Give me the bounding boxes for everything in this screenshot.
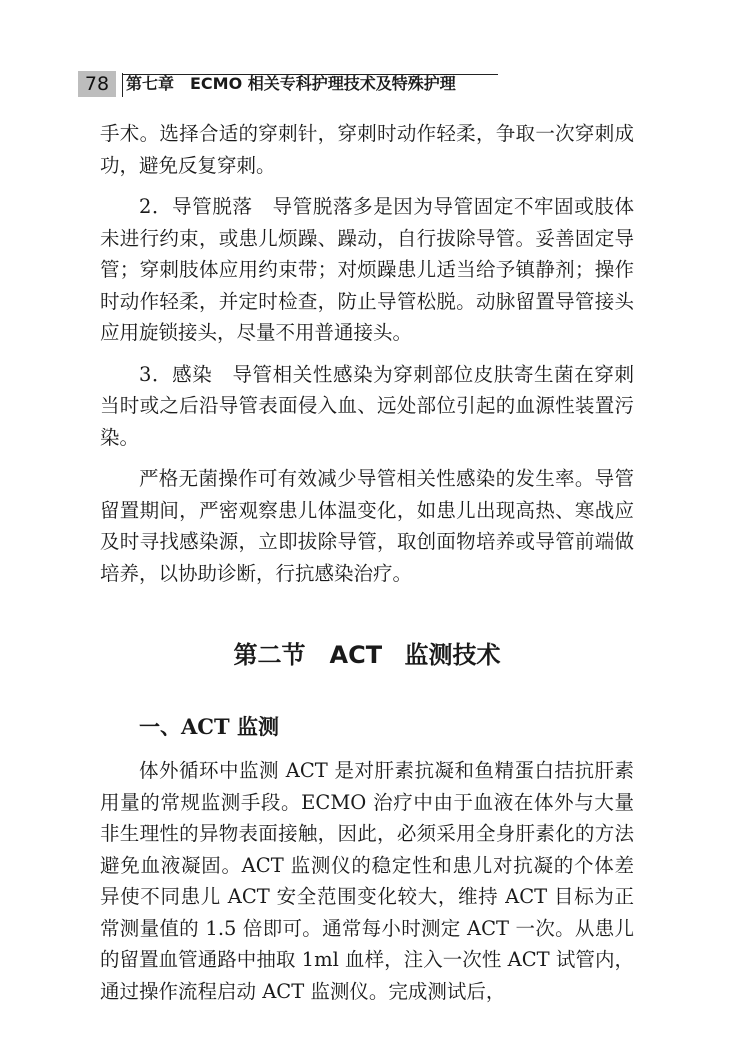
page-body bbox=[100, 118, 634, 1007]
paragraph-5: 体外循环中监测 ACT 是对肝素抗凝和鱼精蛋白拮抗肝素用量的常规监测手段。ECMO 治疗中由于血液在体外与大量非生理性的异物表面接触，因此，必须采用全身肝素化的方法避免血液凝固。ACT 监测仪的稳定性和患儿对抗凝的个体差异使不同患儿 ACT 安全范围变化较大，维持 ACT 目标为正常测量值的 1.5 倍即可。通常每小时测定 ACT 一次。从患儿的留置血管通路中抽取 1ml 血样，注入一次性 ACT 试管内，通过操作流程启动 ACT 监测仪。完成测试后， bbox=[100, 759, 634, 1003]
paragraph-1: 手术。选择合适的穿刺针，穿刺时动作轻柔，争取一次穿刺成功，避免反复穿刺。 bbox=[100, 122, 634, 177]
paragraph-3: 3．感染 导管相关性感染为穿刺部位皮肤寄生菌在穿刺当时或之后沿导管表面侵入血、远处部位引起的血源性装置污染。 bbox=[100, 362, 634, 449]
paragraph-4: 严格无菌操作可有效减少导管相关性感染的发生率。导管留置期间，严密观察患儿体温变化，如患儿出现高热、寒战应及时寻找感染源，立即拔除导管，取创面物培养或导管前端做培养，以协助诊断，行抗感染治疗。 bbox=[100, 467, 634, 585]
header-vertical-rule bbox=[122, 73, 123, 97]
subsection-title: 一、ACT 监测 bbox=[139, 714, 279, 739]
paragraph-2: 2．导管脱落 导管脱落多是因为导管固定不牢固或肢体未进行约束，或患儿烦躁、躁动，自行拔除导管。妥善固定导管；穿刺肢体应用约束带；对烦躁患儿适当给予镇静剂；操作时动作轻柔，并定时检查，防止导管松脱。动脉留置导管接头应用旋锁接头，尽量不用普通接头。 bbox=[100, 195, 634, 344]
section-title: 第二节 ACT 监测技术 bbox=[233, 641, 501, 669]
chapter-title: 第七章 ECMO 相关专科护理技术及特殊护理 bbox=[126, 74, 456, 93]
running-header bbox=[78, 71, 498, 99]
page-number: 78 bbox=[78, 71, 116, 97]
